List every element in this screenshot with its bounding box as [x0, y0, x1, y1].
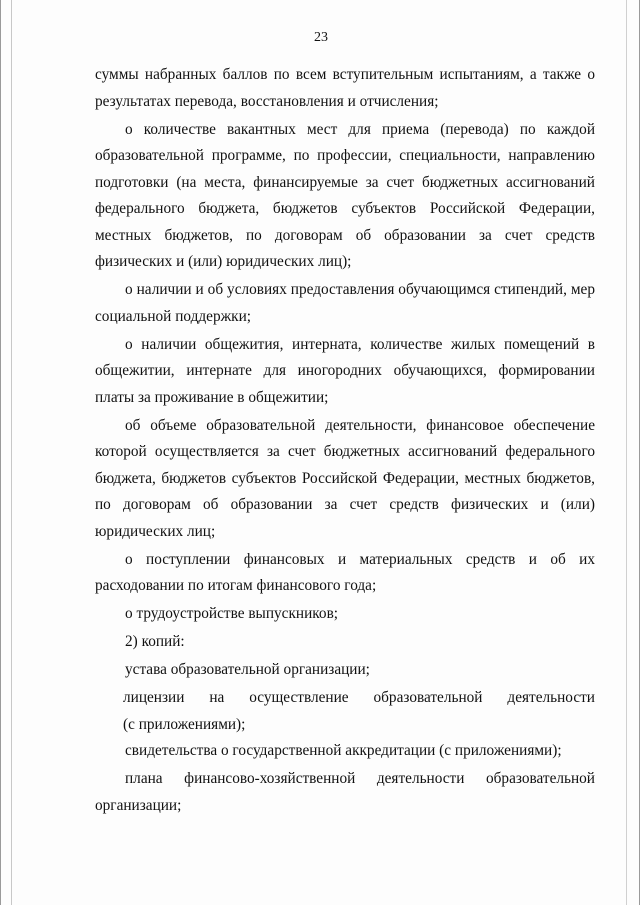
paragraph-exam-scores: суммы набранных баллов по всем вступительным испытаниям, а также о результатах перевода, восстановления и отчисления;	[95, 66, 595, 110]
paragraph-vacant-places: о количестве вакантных мест для приема (перевода) по каждой образовательной программе, по профессии, специальности, направлению подготовки (на места, финансируемые за счет бюджетных ассигнований федерального бюджета, бюджетов субъектов Российской Федерации, местных бюджетов, по договорам об образовании за счет средств физических и (или) юридических лиц);	[95, 120, 595, 270]
paragraph-license	[95, 685, 595, 738]
paragraph-financial-receipts: о поступлении финансовых и материальных средств и об их расходовании по итогам финансового года;	[95, 550, 595, 594]
license-line-2: (с приложениями);	[123, 715, 246, 733]
paragraph-dormitory: о наличии общежития, интерната, количестве жилых помещений в общежитии, интернате для иногородних обучающихся, формировании платы за проживание в общежитии;	[95, 335, 595, 406]
plan-line-1: плана финансово-хозяйственной деятельности образовательной	[125, 770, 595, 787]
page-number: 23	[314, 30, 328, 45]
paragraph-copies-heading: 2) копий:	[125, 633, 185, 650]
paragraph-scholarships: о наличии и об условиях предоставления обучающимся стипендий, мер социальной поддержки;	[95, 281, 595, 325]
paragraph-financial-plan	[95, 766, 595, 819]
plan-line-2: организации;	[95, 796, 182, 814]
paragraph-charter: устава образовательной организации;	[125, 661, 370, 678]
document-body	[95, 62, 595, 821]
paragraph-educational-volume: об объеме образовательной деятельности, финансовое обеспечение которой осуществляется за счет бюджетных ассигнований федерального бюджета, бюджетов субъектов Российской Федерации, местных бюджетов, по договорам об образовании за счет средств физических и (или) юридических лиц;	[95, 416, 595, 540]
license-line-1: лицензии на осуществление образовательной деятельности	[123, 689, 595, 706]
paragraph-accreditation: свидетельства о государственной аккредитации (с приложениями);	[125, 742, 562, 759]
paragraph-graduate-employment: о трудоустройстве выпускников;	[125, 605, 339, 622]
